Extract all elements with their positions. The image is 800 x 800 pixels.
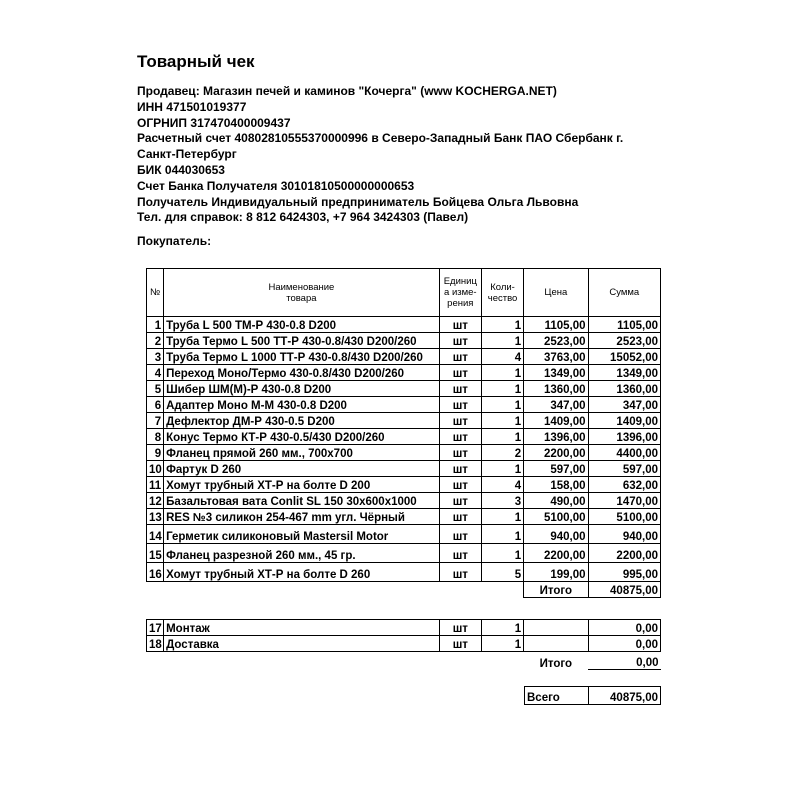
item-qty: 3 [481,493,523,509]
item-unit: шт [439,317,481,333]
service-row [147,620,661,636]
item-unit: шт [439,333,481,349]
item-name: RES №3 силикон 254-467 mm угл. Чёрный [164,509,440,525]
table-row [147,397,661,413]
service-sum: 0,00 [588,636,660,652]
header-name: Наименование товара [164,269,440,317]
table-row [147,317,661,333]
table-header-row [147,269,661,317]
inn-line: ИНН 471501019377 [137,99,247,114]
table-row [147,477,661,493]
item-qty: 1 [481,461,523,477]
row-number: 8 [147,429,164,445]
item-sum: 347,00 [588,397,660,413]
header-sum: Сумма [588,269,660,317]
item-name: Хомут трубный ХТ-Р на болте D 260 [164,563,440,582]
item-name: Хомут трубный ХТ-Р на болте D 200 [164,477,440,493]
item-sum: 940,00 [588,525,660,544]
blank-cell [147,582,524,598]
item-unit: шт [439,445,481,461]
items-table [146,268,661,598]
item-price: 1409,00 [524,413,588,429]
header-num: № [147,269,164,317]
table-row [147,445,661,461]
item-name: Дефлектор ДМ-Р 430-0.5 D200 [164,413,440,429]
service-unit: шт [439,620,481,636]
item-sum: 1409,00 [588,413,660,429]
item-price: 1396,00 [524,429,588,445]
item-qty: 2 [481,445,523,461]
table-row [147,493,661,509]
services-total-value: 0,00 [588,652,660,670]
blank-cell [147,652,524,670]
item-unit: шт [439,397,481,413]
item-qty: 4 [481,349,523,365]
item-qty: 1 [481,429,523,445]
item-unit: шт [439,381,481,397]
item-unit: шт [439,349,481,365]
header-qty: Коли-чество [481,269,523,317]
row-number: 17 [147,620,164,636]
item-price: 1349,00 [524,365,588,381]
grand-total-label: Всего [525,687,589,705]
item-name: Переход Моно/Термо 430-0.8/430 D200/260 [164,365,440,381]
item-price: 2200,00 [524,445,588,461]
item-name: Фланец разрезной 260 мм., 45 гр. [164,544,440,563]
table-row [147,563,661,582]
item-sum: 1105,00 [588,317,660,333]
header-price: Цена [524,269,588,317]
item-unit: шт [439,563,481,582]
item-qty: 4 [481,477,523,493]
item-price: 199,00 [524,563,588,582]
item-unit: шт [439,461,481,477]
item-name: Адаптер Моно М-М 430-0.8 D200 [164,397,440,413]
item-sum: 4400,00 [588,445,660,461]
grand-total-value: 40875,00 [589,687,661,705]
item-qty: 1 [481,544,523,563]
services-total-row [147,652,661,670]
item-price: 1105,00 [524,317,588,333]
table-row [147,365,661,381]
service-name: Доставка [164,636,440,652]
service-unit: шт [439,636,481,652]
seller-info [137,84,697,226]
item-unit: шт [439,477,481,493]
table-row [147,381,661,397]
grand-total-table [524,686,661,705]
item-name: Труба Термо L 500 ТТ-Р 430-0.8/430 D200/260 [164,333,440,349]
item-price: 597,00 [524,461,588,477]
service-price [524,636,588,652]
item-qty: 1 [481,333,523,349]
item-price: 3763,00 [524,349,588,365]
item-unit: шт [439,413,481,429]
row-number: 5 [147,381,164,397]
item-sum: 15052,00 [588,349,660,365]
item-price: 158,00 [524,477,588,493]
bank-account-line: Счет Банка Получателя 30101810500000000653 [137,178,415,193]
service-row [147,636,661,652]
row-number: 10 [147,461,164,477]
recipient-line: Получатель Индивидуальный предприниматель Бойцева Ольга Львовна [137,194,579,209]
item-qty: 1 [481,397,523,413]
item-price: 2523,00 [524,333,588,349]
item-unit: шт [439,365,481,381]
account-line: Расчетный счет 40802810555370000996 в Северо-Западный Банк ПАО Сбербанк г. [137,131,624,146]
item-price: 347,00 [524,397,588,413]
total-value: 40875,00 [588,582,660,598]
table-row [147,333,661,349]
table-row [147,429,661,445]
item-name: Фланец прямой 260 мм., 700х700 [164,445,440,461]
item-qty: 1 [481,365,523,381]
item-price: 2200,00 [524,544,588,563]
item-unit: шт [439,544,481,563]
document-title: Товарный чек [137,52,255,71]
row-number: 14 [147,525,164,544]
row-number: 16 [147,563,164,582]
row-number: 12 [147,493,164,509]
item-qty: 1 [481,413,523,429]
item-price: 1360,00 [524,381,588,397]
item-name: Труба Термо L 1000 ТТ-Р 430-0.8/430 D200/260 [164,349,440,365]
services-table [146,619,661,670]
item-qty: 1 [481,525,523,544]
item-unit: шт [439,493,481,509]
item-sum: 995,00 [588,563,660,582]
item-sum: 1470,00 [588,493,660,509]
grand-total-row [525,687,661,705]
item-price: 490,00 [524,493,588,509]
row-number: 15 [147,544,164,563]
account-city-line: Санкт-Петербург [137,147,237,162]
item-price: 5100,00 [524,509,588,525]
item-sum: 2523,00 [588,333,660,349]
row-number: 1 [147,317,164,333]
item-sum: 597,00 [588,461,660,477]
item-qty: 1 [481,509,523,525]
item-unit: шт [439,429,481,445]
table-row [147,349,661,365]
row-number: 13 [147,509,164,525]
item-sum: 5100,00 [588,509,660,525]
table-row [147,461,661,477]
total-label: Итого [524,582,588,598]
service-qty: 1 [481,636,523,652]
table-total-row [147,582,661,598]
item-qty: 5 [481,563,523,582]
item-price: 940,00 [524,525,588,544]
row-number: 9 [147,445,164,461]
table-row [147,509,661,525]
buyer-label: Покупатель: [137,234,212,248]
bik-line: БИК 044030653 [137,162,225,177]
services-total-label: Итого [539,657,573,670]
table-row [147,525,661,544]
row-number: 4 [147,365,164,381]
row-number: 3 [147,349,164,365]
item-unit: шт [439,525,481,544]
phone-line: Тел. для справок: 8 812 6424303, +7 964 3424303 (Павел) [137,210,469,225]
item-name: Шибер ШМ(М)-Р 430-0.8 D200 [164,381,440,397]
table-row [147,413,661,429]
row-number: 7 [147,413,164,429]
service-price [524,620,588,636]
item-sum: 1349,00 [588,365,660,381]
row-number: 11 [147,477,164,493]
seller-line: Продавец: Магазин печей и каминов "Кочерга" (www KOCHERGA.NET) [137,84,557,98]
item-qty: 1 [481,317,523,333]
item-name: Фартук D 260 [164,461,440,477]
item-unit: шт [439,509,481,525]
row-number: 6 [147,397,164,413]
item-qty: 1 [481,381,523,397]
service-name: Монтаж [164,620,440,636]
item-name: Конус Термо КТ-Р 430-0.5/430 D200/260 [164,429,440,445]
item-sum: 1360,00 [588,381,660,397]
item-sum: 2200,00 [588,544,660,563]
table-row [147,544,661,563]
service-qty: 1 [481,620,523,636]
row-number: 18 [147,636,164,652]
header-unit: Единица изме-рения [439,269,481,317]
row-number: 2 [147,333,164,349]
item-sum: 1396,00 [588,429,660,445]
item-sum: 632,00 [588,477,660,493]
item-name: Базальтовая вата Conlit SL 150 30х600х1000 [164,493,440,509]
item-name: Герметик силиконовый Mastersil Motor [164,525,440,544]
service-sum: 0,00 [588,620,660,636]
item-name: Труба L 500 ТМ-Р 430-0.8 D200 [164,317,440,333]
ogrnip-line: ОГРНИП 317470400009437 [137,115,291,130]
